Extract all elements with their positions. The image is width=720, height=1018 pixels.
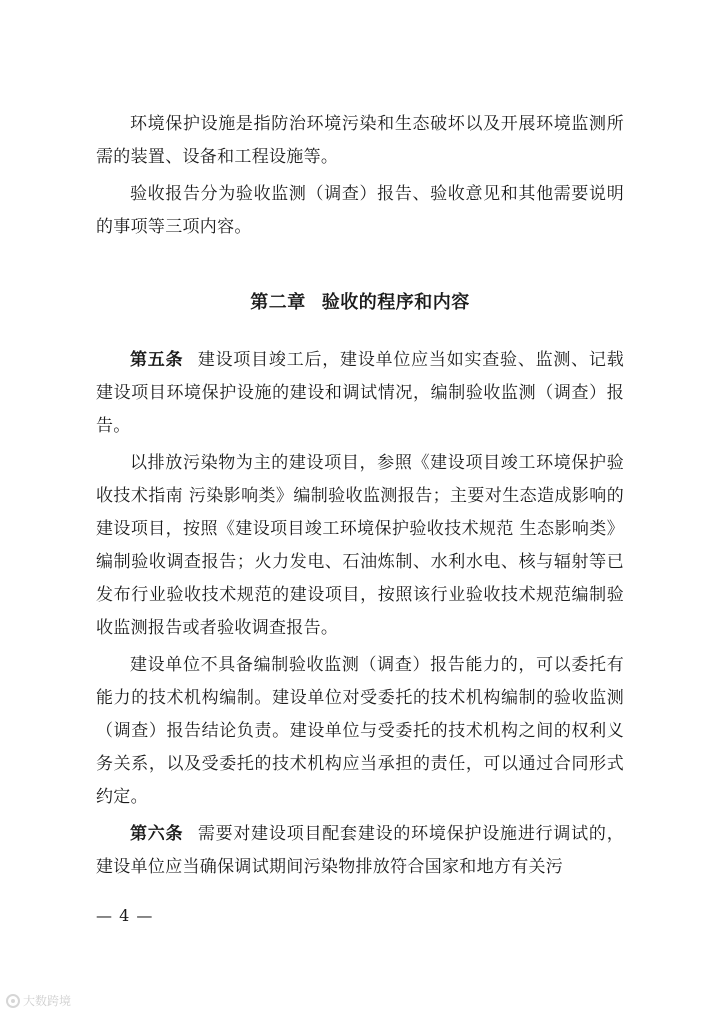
paragraph-pollution-types: 以排放污染物为主的建设项目，参照《建设项目竣工环境保护验收技术指南 污染影响类》编制验收监测报告；主要对生态造成影响的建设项目，按照《建设项目竣工环境保护验收技术规范 生态影响类》编制验收调查报告；火力发电、石油炼制、水利水电、核与辐射等已发布行业验收技术规范的建设项目，按照该行业验收技术规范编制验收监测报告或者验收调查报告。	[96, 453, 624, 638]
watermark	[6, 992, 71, 1009]
article-6-title: 第六条	[130, 824, 184, 844]
page-number: — 4 —	[96, 906, 154, 925]
article-5-title: 第五条	[130, 350, 184, 370]
chapter-heading	[96, 288, 624, 314]
paragraph-entrust: 建设单位不具备编制验收监测（调查）报告能力的，可以委托有能力的技术机构编制。建设单位对受委托的技术机构编制的验收监测（调查）报告结论负责。建设单位与受委托的技术机构之间的权利义务关系，以及受委托的技术机构应当承担的责任，可以通过合同形式约定。	[96, 655, 624, 807]
chapter-title: 验收的程序和内容	[321, 292, 470, 313]
paragraph-report-contents: 验收报告分为验收监测（调查）报告、验收意见和其他需要说明的事项等三项内容。	[96, 184, 624, 237]
article-6	[96, 818, 624, 884]
paragraph-definition: 环境保护设施是指防治环境污染和生态破坏以及开展环境监测所需的装置、设备和工程设施等。	[96, 114, 624, 167]
article-5-text: 建设项目竣工后，建设单位应当如实查验、监测、记载建设项目环境保护设施的建设和调试情况，编制验收监测（调查）报告。	[96, 350, 625, 436]
chapter-number: 第二章	[250, 292, 306, 313]
cross-border-logo-icon	[6, 994, 20, 1008]
document-body	[96, 108, 624, 888]
watermark-text: 大数跨境	[23, 994, 72, 1008]
article-5	[96, 344, 624, 443]
article-6-text: 需要对建设项目配套建设的环境保护设施进行调试的，建设单位应当确保调试期间污染物排放符合国家和地方有关污	[96, 824, 625, 877]
